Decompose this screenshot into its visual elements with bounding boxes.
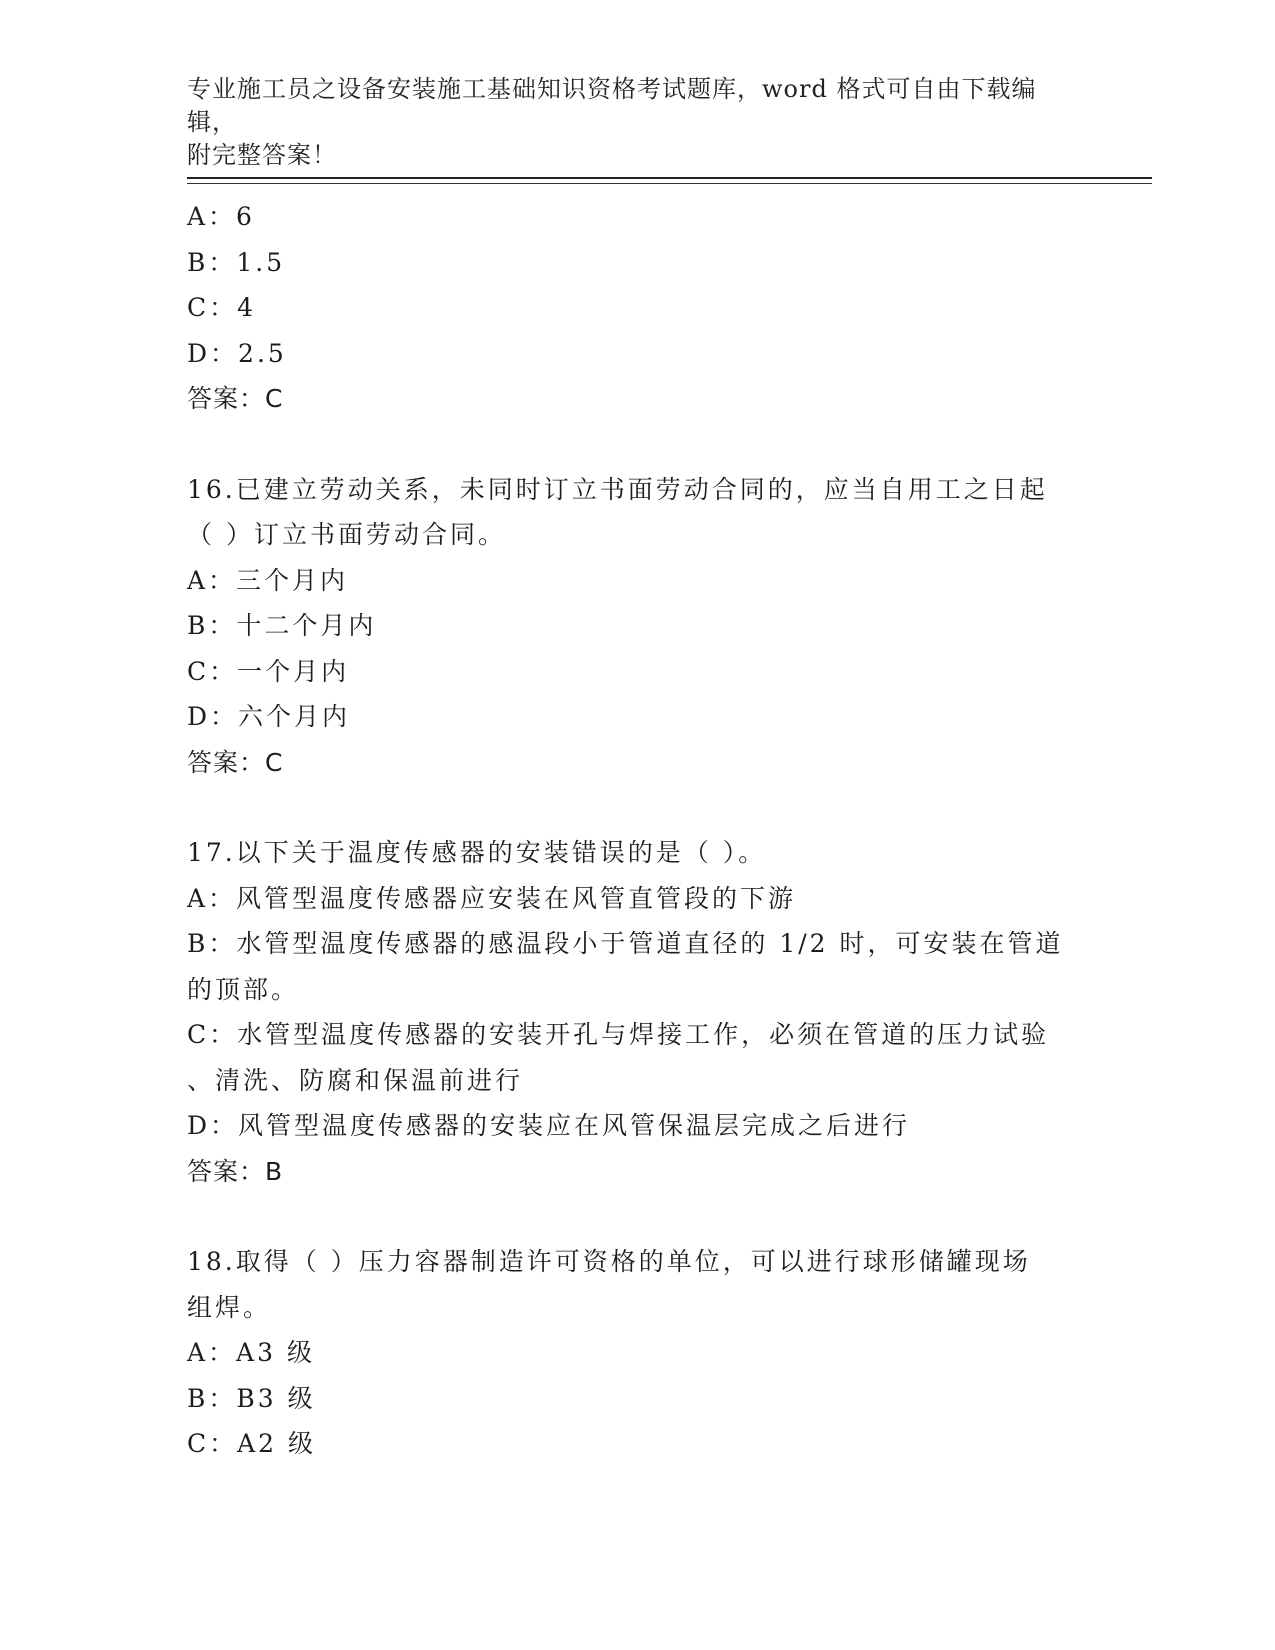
- header-rule-thick: [187, 177, 1152, 179]
- option-c: C：4: [187, 293, 257, 322]
- answer-line: 答案：C: [187, 384, 284, 413]
- option-d: D：2.5: [187, 338, 287, 368]
- question-15: [187, 194, 1087, 422]
- question-stem-line-1: 18.取得（ ）压力容器制造许可资格的单位，可以进行球形储罐现场: [187, 1247, 1031, 1276]
- answer-line: 答案：B: [187, 1156, 284, 1186]
- question-spacer: [187, 785, 1087, 830]
- option-b-line-1: B：水管型温度传感器的感温段小于管道直径的 1/2 时，可安装在管道: [187, 929, 1064, 958]
- option-c-line-1: C：水管型温度传感器的安装开孔与焊接工作，必须在管道的压力试验: [187, 1020, 1050, 1049]
- option-d: D：风管型温度传感器的安装应在风管保温层完成之后进行: [187, 1111, 911, 1140]
- option-d: D：六个月内: [187, 702, 351, 731]
- question-spacer: [187, 1194, 1087, 1239]
- question-stem-line-2: 组焊。: [187, 1292, 272, 1322]
- option-c: C：A2 级: [187, 1429, 317, 1458]
- question-list: [187, 194, 1087, 1467]
- question-stem-line-1: 16.已建立劳动关系，未同时订立书面劳动合同的，应当自用工之日起: [187, 474, 1048, 504]
- question-stem: 17.以下关于温度传感器的安装错误的是（ ）。: [187, 838, 767, 867]
- question-16: [187, 467, 1087, 786]
- option-a: A：三个月内: [187, 565, 349, 595]
- question-17: [187, 830, 1087, 1194]
- header-line-1: 专业施工员之设备安装施工基础知识资格考试题库，word 格式可自由下载编辑，: [187, 75, 1037, 136]
- option-a: A：风管型温度传感器应安装在风管直管段的下游: [187, 883, 797, 913]
- option-b-line-2: 的顶部。: [187, 974, 300, 1004]
- option-a: A：A3 级: [187, 1338, 315, 1367]
- header-line-2: 附完整答案！: [187, 141, 337, 169]
- option-b: B：十二个月内: [187, 611, 377, 640]
- option-c: C：一个月内: [187, 656, 350, 686]
- document-header: [187, 73, 1077, 172]
- header-rule-thin: [187, 183, 1152, 184]
- option-b: B：1.5: [187, 247, 286, 277]
- option-c-line-2: 、清洗、防腐和保温前进行: [187, 1065, 524, 1095]
- answer-line: 答案：C: [187, 747, 284, 777]
- option-b: B：B3 级: [187, 1383, 316, 1413]
- question-stem-line-2: （ ）订立书面劳动合同。: [187, 520, 506, 549]
- question-18: [187, 1239, 1087, 1467]
- question-spacer: [187, 422, 1087, 467]
- option-a: A：6: [187, 202, 255, 231]
